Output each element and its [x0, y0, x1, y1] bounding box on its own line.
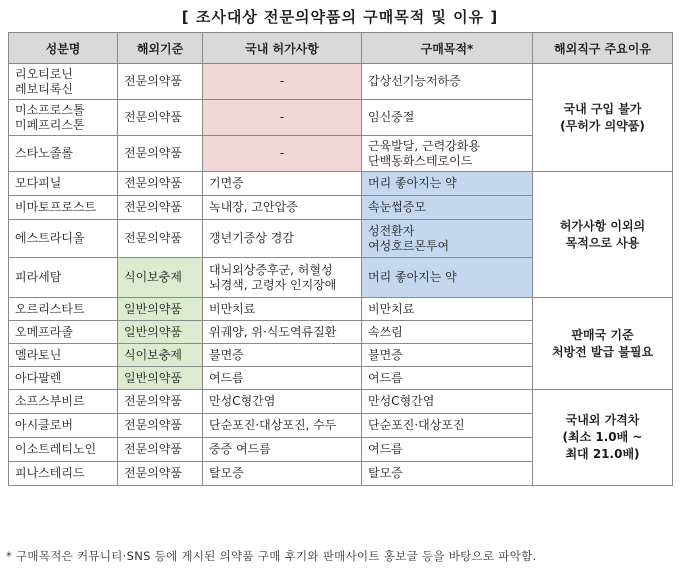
- reason-cell: 국내 구입 불가 (무허가 의약품): [533, 64, 673, 172]
- purpose-cell: 단순포진·대상포진: [362, 414, 533, 438]
- purpose-cell: 불면증: [362, 344, 533, 367]
- domestic-approval-cell: 비만치료: [203, 298, 362, 321]
- table-row: [9, 298, 673, 321]
- overseas-standard-cell: 일반의약품: [118, 367, 203, 390]
- domestic-approval-cell: 녹내장, 고안압증: [203, 196, 362, 220]
- header-purchase-purpose: 구매목적*: [362, 33, 533, 64]
- table-title: [ 조사대상 전문의약품의 구매목적 및 이유 ]: [181, 8, 499, 26]
- ingredient-cell: 아시클로버: [9, 414, 118, 438]
- overseas-standard-cell: 식이보충제: [118, 344, 203, 367]
- header-domestic-approval: 국내 허가사항: [203, 33, 362, 64]
- drug-purpose-table: [8, 32, 673, 486]
- overseas-standard-cell: 전문의약품: [118, 100, 203, 136]
- domestic-approval-cell: 대뇌외상증후군, 허혈성 뇌경색, 고령자 인지장애: [203, 258, 362, 298]
- ingredient-cell: 멜라토닌: [9, 344, 118, 367]
- overseas-standard-cell: 전문의약품: [118, 196, 203, 220]
- purpose-cell: 머리 좋아지는 약: [362, 258, 533, 298]
- overseas-standard-cell: 전문의약품: [118, 172, 203, 196]
- domestic-approval-cell: 탈모증: [203, 462, 362, 486]
- table-row: [9, 64, 673, 100]
- header-overseas-standard: 해외기준: [118, 33, 203, 64]
- table-row: [9, 390, 673, 414]
- overseas-standard-cell: 전문의약품: [118, 390, 203, 414]
- domestic-approval-cell: 단순포진·대상포진, 수두: [203, 414, 362, 438]
- purpose-cell: 여드름: [362, 367, 533, 390]
- domestic-approval-cell: -: [203, 100, 362, 136]
- domestic-approval-cell: 위궤양, 위·식도역류질환: [203, 321, 362, 344]
- ingredient-cell: 오르리스타트: [9, 298, 118, 321]
- purpose-cell: 임신중절: [362, 100, 533, 136]
- reason-cell: 국내외 가격차 (최소 1.0배 ~ 최대 21.0배): [533, 390, 673, 486]
- ingredient-cell: 미소프로스톨 미페프리스톤: [9, 100, 118, 136]
- ingredient-cell: 스타노졸롤: [9, 136, 118, 172]
- ingredient-cell: 비마토프로스트: [9, 196, 118, 220]
- ingredient-cell: 아다팔렌: [9, 367, 118, 390]
- ingredient-cell: 소프스부비르: [9, 390, 118, 414]
- purpose-cell: 탈모증: [362, 462, 533, 486]
- overseas-standard-cell: 전문의약품: [118, 64, 203, 100]
- purpose-cell: 성전환자 여성호르몬투여: [362, 220, 533, 258]
- overseas-standard-cell: 식이보충제: [118, 258, 203, 298]
- overseas-standard-cell: 일반의약품: [118, 321, 203, 344]
- footnote: * 구매목적은 커뮤니티·SNS 등에 게시된 의약품 구매 후기와 판매사이트 홍보글 등을 바탕으로 파악함.: [6, 549, 537, 563]
- overseas-standard-cell: 전문의약품: [118, 438, 203, 462]
- ingredient-cell: 리오티로닌 레보티록신: [9, 64, 118, 100]
- header-row: [9, 33, 673, 64]
- table-row: [9, 172, 673, 196]
- ingredient-cell: 에스트라디올: [9, 220, 118, 258]
- domestic-approval-cell: 여드름: [203, 367, 362, 390]
- domestic-approval-cell: 불면증: [203, 344, 362, 367]
- domestic-approval-cell: 중증 여드름: [203, 438, 362, 462]
- domestic-approval-cell: -: [203, 136, 362, 172]
- ingredient-cell: 오메프라졸: [9, 321, 118, 344]
- purpose-cell: 속쓰림: [362, 321, 533, 344]
- overseas-standard-cell: 일반의약품: [118, 298, 203, 321]
- domestic-approval-cell: 갱년기증상 경감: [203, 220, 362, 258]
- ingredient-cell: 피라세탐: [9, 258, 118, 298]
- overseas-standard-cell: 전문의약품: [118, 462, 203, 486]
- ingredient-cell: 이소트레티노인: [9, 438, 118, 462]
- reason-cell: 판매국 기준 처방전 발급 불필요: [533, 298, 673, 390]
- overseas-standard-cell: 전문의약품: [118, 136, 203, 172]
- ingredient-cell: 모다피닐: [9, 172, 118, 196]
- overseas-standard-cell: 전문의약품: [118, 414, 203, 438]
- purpose-cell: 여드름: [362, 438, 533, 462]
- ingredient-cell: 피나스테리드: [9, 462, 118, 486]
- purpose-cell: 갑상선기능저하증: [362, 64, 533, 100]
- header-main-reason: 해외직구 주요이유: [533, 33, 673, 64]
- purpose-cell: 속눈썹증모: [362, 196, 533, 220]
- purpose-cell: 머리 좋아지는 약: [362, 172, 533, 196]
- header-ingredient: 성분명: [9, 33, 118, 64]
- purpose-cell: 근육발달, 근력강화용 단백동화스테로이드: [362, 136, 533, 172]
- reason-cell: 허가사항 이외의 목적으로 사용: [533, 172, 673, 298]
- purpose-cell: 만성C형간염: [362, 390, 533, 414]
- purpose-cell: 비만치료: [362, 298, 533, 321]
- overseas-standard-cell: 전문의약품: [118, 220, 203, 258]
- domestic-approval-cell: 기면증: [203, 172, 362, 196]
- domestic-approval-cell: -: [203, 64, 362, 100]
- domestic-approval-cell: 만성C형간염: [203, 390, 362, 414]
